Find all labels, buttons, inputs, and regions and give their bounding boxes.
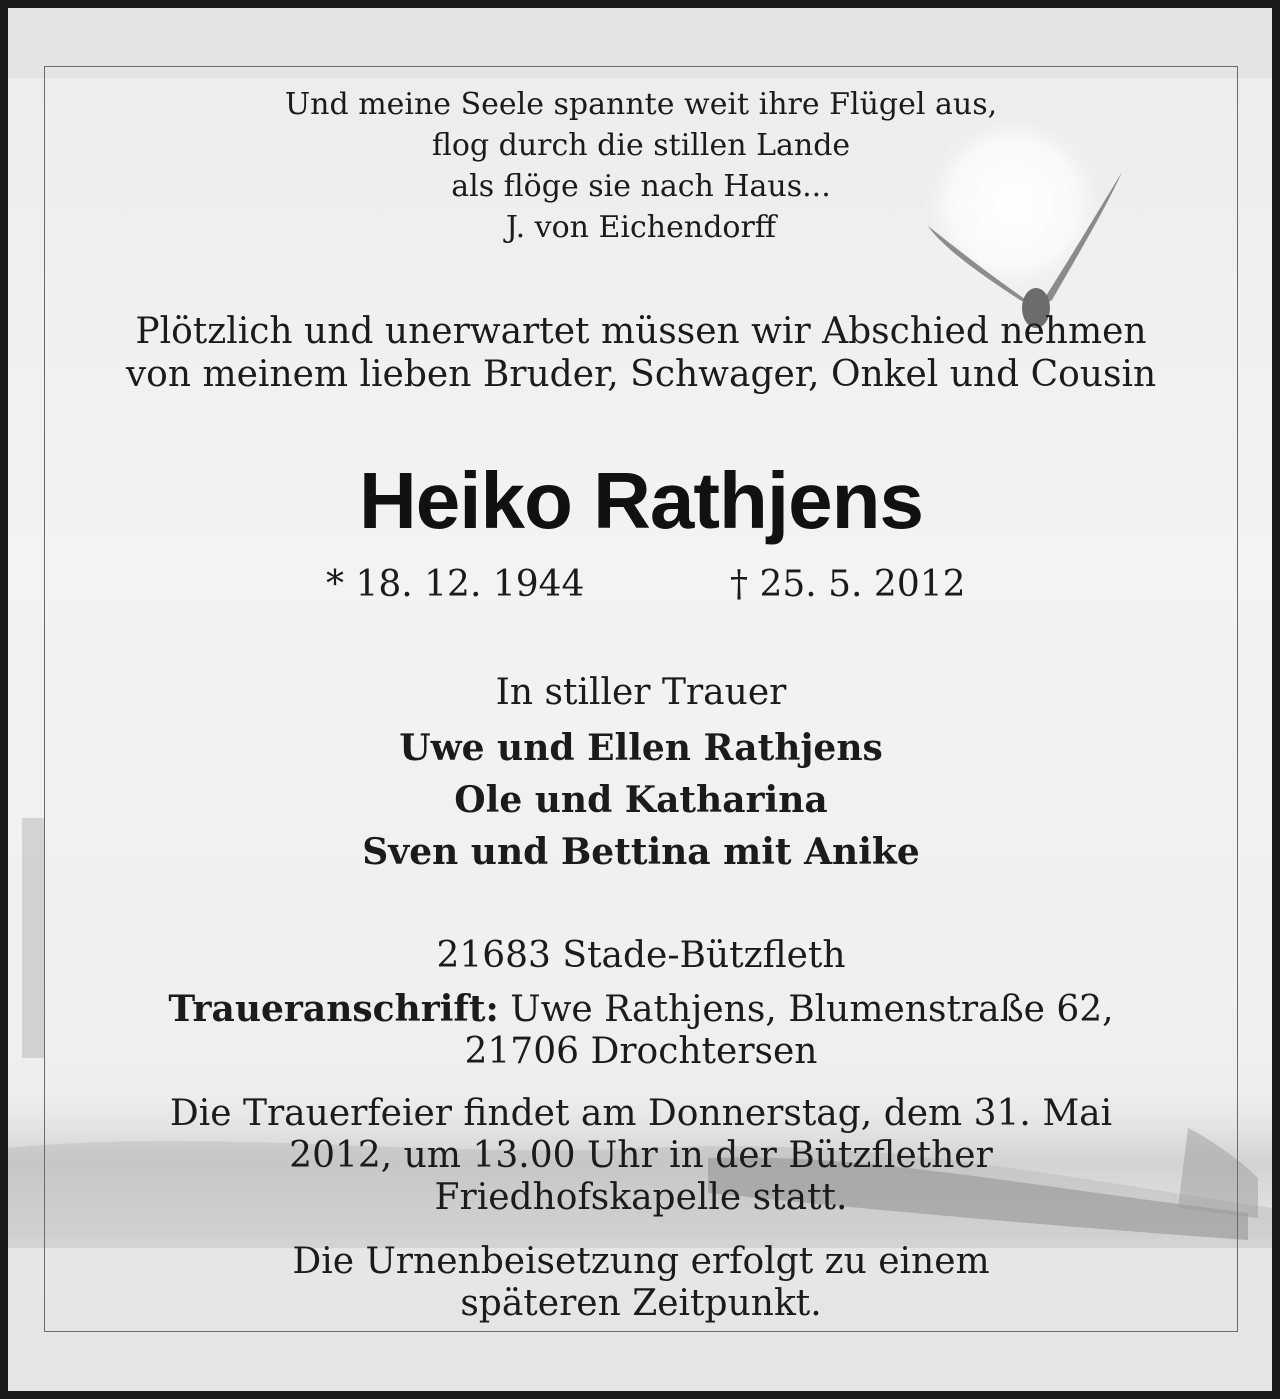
mourner-name: Sven und Bettina mit Anike bbox=[362, 831, 920, 873]
mourner-name: Uwe und Ellen Rathjens bbox=[399, 727, 883, 769]
poem-quote bbox=[44, 84, 1238, 248]
deceased-name: Heiko Rathjens bbox=[359, 456, 923, 545]
address-line: 21706 Drochtersen bbox=[464, 1031, 818, 1072]
quote-author: J. von Eichendorff bbox=[505, 210, 777, 245]
death-date: † 25. 5. 2012 bbox=[730, 564, 966, 605]
city-line: 21683 Stade-Bützfleth bbox=[436, 935, 846, 976]
obituary-content bbox=[44, 66, 1238, 1332]
urn-line: späteren Zeitpunkt. bbox=[460, 1283, 822, 1324]
death-announcement bbox=[44, 310, 1238, 396]
mourning-address bbox=[44, 988, 1238, 1073]
obituary-page bbox=[8, 8, 1272, 1391]
quote-line: als flöge sie nach Haus... bbox=[451, 169, 831, 204]
urn-line: Die Urnenbeisetzung erfolgt zu einem bbox=[292, 1241, 990, 1282]
quote-line: Und meine Seele spannte weit ihre Flügel aus, bbox=[284, 87, 998, 122]
urn-burial-info bbox=[44, 1241, 1238, 1325]
birth-date: * 18. 12. 1944 bbox=[326, 564, 585, 605]
service-line: 2012, um 13.00 Uhr in der Bützflether bbox=[289, 1135, 993, 1176]
address-label: Traueranschrift: bbox=[168, 988, 499, 1030]
mourners-list bbox=[44, 722, 1238, 878]
service-line: Friedhofskapelle statt. bbox=[434, 1177, 848, 1218]
mourning-heading: In stiller Trauer bbox=[495, 672, 787, 713]
announcement-line: Plötzlich und unerwartet müssen wir Abschied nehmen bbox=[135, 311, 1147, 352]
funeral-service-info bbox=[44, 1093, 1238, 1219]
service-line: Die Trauerfeier findet am Donnerstag, dem 31. Mai bbox=[169, 1093, 1113, 1134]
quote-line: flog durch die stillen Lande bbox=[431, 128, 851, 163]
announcement-line: von meinem lieben Bruder, Schwager, Onkel und Cousin bbox=[125, 354, 1157, 395]
mourner-name: Ole und Katharina bbox=[454, 779, 828, 821]
address-line: Uwe Rathjens, Blumenstraße 62, bbox=[498, 989, 1114, 1030]
